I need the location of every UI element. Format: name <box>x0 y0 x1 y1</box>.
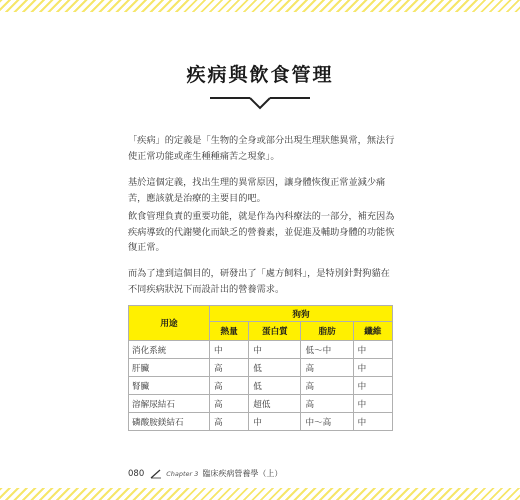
paragraph-prescription-food: 而為了達到這個目的，研發出了「處方飼料」，是特別針對狗貓在不同疾病狀況下而設計出的營養需求。 <box>128 268 390 295</box>
cell-protein: 低 <box>249 377 301 395</box>
cell-fat: 高 <box>301 359 353 377</box>
row-name: 腎臟 <box>129 377 210 395</box>
chapter-title: 臨床疾病營養學（上） <box>202 469 283 478</box>
dog-group-header: 狗狗 <box>210 306 393 322</box>
page-title: 疾病與飲食管理 <box>186 64 334 86</box>
cell-fat: 高 <box>301 395 353 413</box>
title-underline-decoration <box>210 94 310 110</box>
cell-calories: 高 <box>210 413 249 431</box>
column-header-protein: 蛋白質 <box>249 322 301 341</box>
table-row <box>129 359 393 377</box>
row-name: 磷酸胺鎂結石 <box>129 413 210 431</box>
cell-calories: 高 <box>210 359 249 377</box>
column-header-fat: 脂肪 <box>301 322 353 341</box>
cell-protein: 中 <box>249 413 301 431</box>
cell-calories: 高 <box>210 395 249 413</box>
cell-fiber: 中 <box>353 359 392 377</box>
cell-fiber: 中 <box>353 341 392 359</box>
cell-fiber: 中 <box>353 395 392 413</box>
paragraph-diet-management: 飲食管理負責的重要功能，就是作為內科療法的一部分，補充因為疾病導致的代謝變化而缺乏的營養素，並促進及輔助身體的功能恢復正常。 <box>128 211 395 253</box>
page-footer <box>128 468 282 479</box>
chapter-label: Chapter 3 <box>166 469 199 478</box>
paragraph-treatment-goal: 基於這個定義，找出生理的異常原因，讓身體恢復正常並減少痛苦，應該就是治療的主要目的吧。 <box>128 177 386 204</box>
cell-protein: 超低 <box>249 395 301 413</box>
table-row <box>129 395 393 413</box>
cell-protein: 中 <box>249 341 301 359</box>
table-row <box>129 413 393 431</box>
row-name: 消化系統 <box>129 341 210 359</box>
use-header: 用途 <box>129 306 210 341</box>
cell-protein: 低 <box>249 359 301 377</box>
pen-icon <box>150 469 162 479</box>
top-stripe-decoration <box>0 0 520 12</box>
cell-fiber: 中 <box>353 413 392 431</box>
cell-fat: 中〜高 <box>301 413 353 431</box>
column-header-calories: 熱量 <box>210 322 249 341</box>
row-name: 溶解尿結石 <box>129 395 210 413</box>
cell-fat: 低〜中 <box>301 341 353 359</box>
cell-fiber: 中 <box>353 377 392 395</box>
table-row <box>129 341 393 359</box>
nutrition-table <box>128 305 393 431</box>
paragraph-definition: 「疾病」的定義是「生物的全身或部分出現生理狀態異常，無法行使正常功能或產生種種痛苦之現象」。 <box>128 135 395 162</box>
page-number: 080 <box>128 468 145 479</box>
cell-fat: 高 <box>301 377 353 395</box>
cell-calories: 中 <box>210 341 249 359</box>
table-row <box>129 377 393 395</box>
bottom-stripe-decoration <box>0 488 520 500</box>
column-header-fiber: 纖維 <box>353 322 392 341</box>
cell-calories: 高 <box>210 377 249 395</box>
row-name: 肝臟 <box>129 359 210 377</box>
